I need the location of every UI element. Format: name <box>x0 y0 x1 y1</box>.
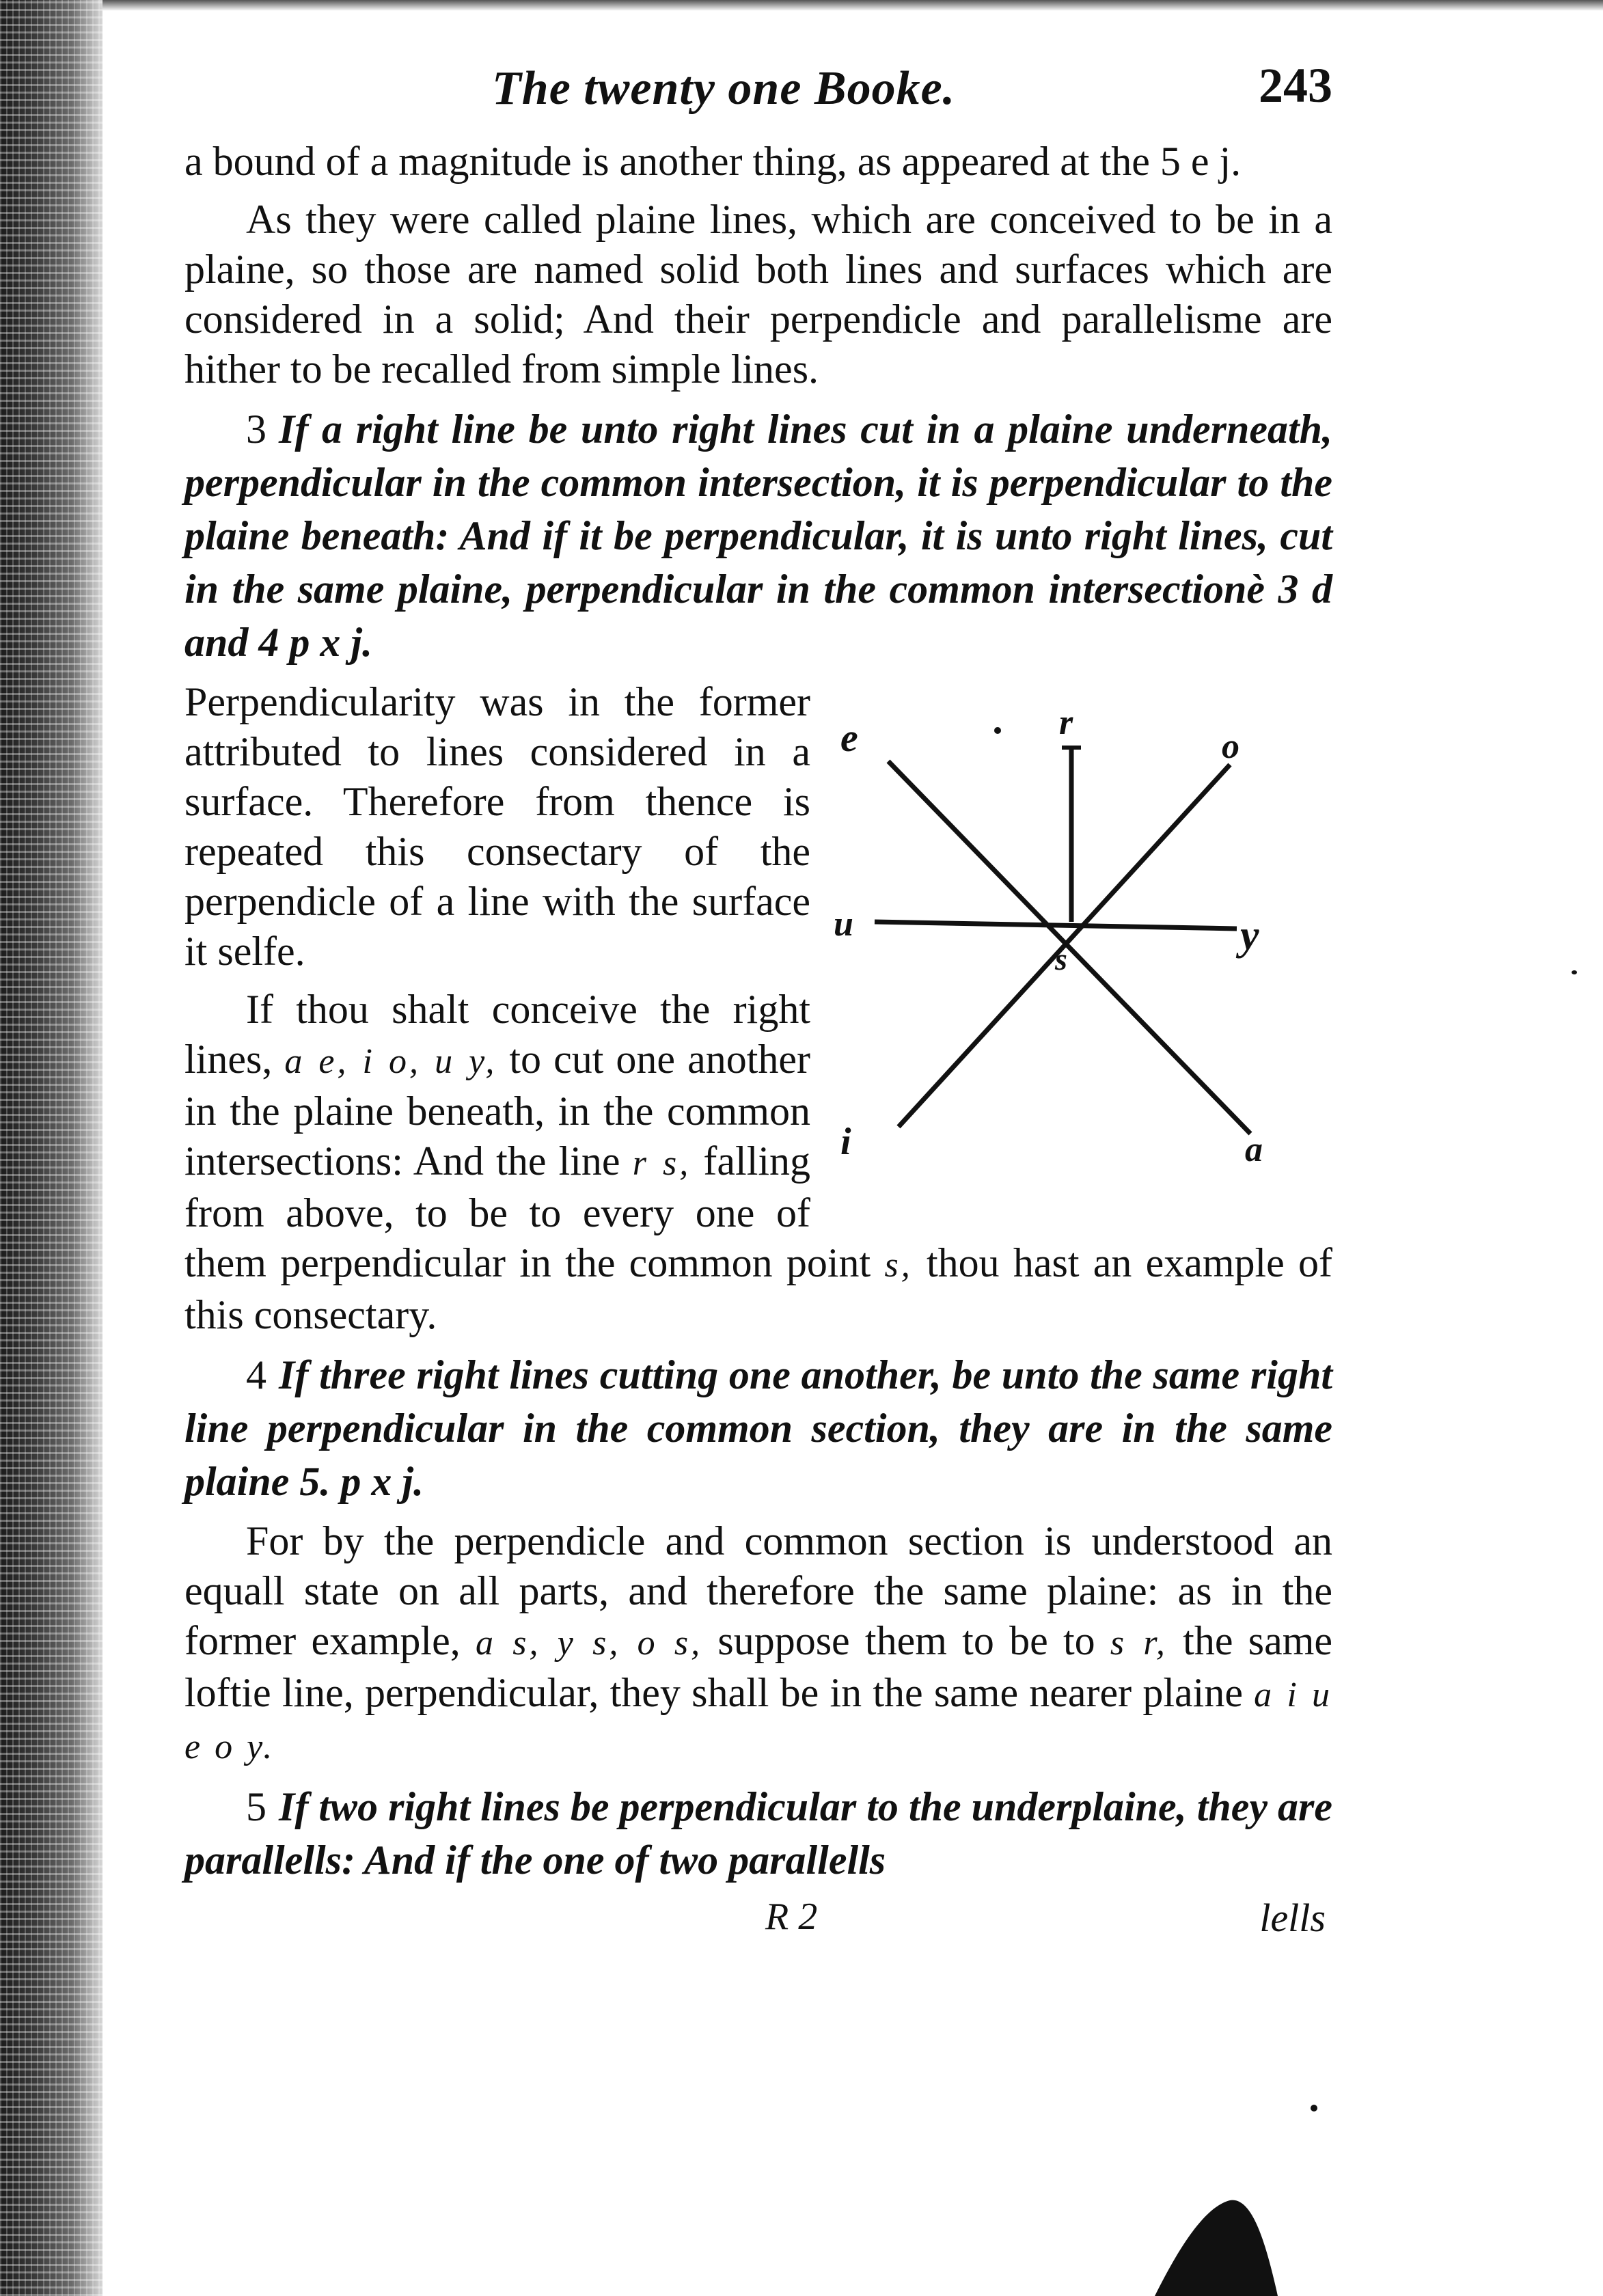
section-text-a: For by the perpendicle and common section is understood an equall state on all parts, and therefore the same plaine: as in the former example, <box>184 1518 1332 1663</box>
proposition-3 <box>184 402 1332 669</box>
paragraph-common-section <box>184 1516 1332 1772</box>
example-lines: a e, i o, u y, <box>284 1042 497 1081</box>
signature-mark: R 2 <box>765 1896 818 1938</box>
label-u: u <box>834 905 853 944</box>
section-text-c: the same loftie line, perpendicular, they shall be in the same nearer plaine <box>184 1618 1332 1715</box>
proposition-5-text: If two right lines be perpendicular to the underplaine, they are parallells: And if the one of two parallells <box>184 1784 1332 1883</box>
running-title: The twenty one Booke. <box>492 62 956 115</box>
proposition-4-number: 4 <box>246 1352 266 1397</box>
section-plane: a i u e o y. <box>184 1676 1332 1766</box>
paragraph-continuation: a bound of a magnitude is another thing, as appeared at the 5 e j. <box>184 139 1242 184</box>
catchword: lells <box>1259 1896 1326 1940</box>
page-number: 243 <box>1259 58 1332 113</box>
example-text-b: to cut one another in the plaine beneath, in the common intersections: And the line <box>184 1037 811 1184</box>
section-text-b: suppose them to be to <box>717 1618 1095 1663</box>
proposition-3-text: If a right line be unto right lines cut in a plaine underneath, perpendicular in the common intersection, it is perpendicular to the plaine beneath: And if it be perpendicular, it is unto right lines, cut in the same plaine, perpendicular in the common intersectionè 3 d and 4 p x j. <box>184 407 1332 665</box>
label-a: a <box>1245 1130 1263 1169</box>
proposition-3-number: 3 <box>246 407 266 452</box>
example-point-s: s, <box>884 1246 913 1285</box>
section-line-sr: s r, <box>1110 1624 1168 1663</box>
label-r: r <box>1059 703 1073 742</box>
binding-edge <box>0 0 102 2296</box>
section-lines: a s, y s, o s, <box>476 1624 703 1663</box>
ink-speck <box>1572 970 1577 974</box>
label-o: o <box>1222 727 1239 766</box>
ink-blot <box>1148 2180 1285 2296</box>
proposition-4-text: If three right lines cutting one another, be unto the same right line perpendicular in the common section, they are in the same plaine 5. p x j. <box>184 1352 1332 1504</box>
book-page <box>184 48 1332 1956</box>
speck-top <box>994 727 1001 734</box>
label-e: e <box>840 715 858 760</box>
label-i: i <box>840 1121 851 1163</box>
paragraph-solid-lines: As they were called plaine lines, which are conceived to be in a plaine, so those are named solid both lines and surfaces which are considered in a solid; And their perpendicle and parallelisme are hither to be recalled from simple lines. <box>184 197 1332 392</box>
proposition-4 <box>184 1348 1332 1508</box>
proposition-5-number: 5 <box>246 1784 266 1829</box>
line-uy <box>875 922 1237 929</box>
example-line-rs: r s, <box>632 1144 691 1183</box>
paragraph-perpendicularity: Perpendicularity was in the former attributed to lines considered in a surface. Therefore from thence is repeated this consectary of the perpendicle of a line with the surface it selfe. <box>184 679 810 974</box>
example-text-d: thou hast an example of this consectary. <box>184 1240 1333 1337</box>
example-text-a: If thou shalt conceive the right lines, <box>184 987 810 1082</box>
ink-speck <box>1311 2105 1317 2112</box>
page-footer <box>184 1895 1332 1956</box>
perpendicular-lines-figure <box>827 683 1332 1229</box>
label-s: s <box>1055 942 1067 976</box>
example-text-c: falling from above, to be to every one of them perpendicular in the common point <box>184 1138 871 1285</box>
scan-shadow <box>102 0 1603 11</box>
figure-diagram <box>827 683 1332 1229</box>
page-header <box>184 48 1332 137</box>
proposition-5 <box>184 1780 1332 1887</box>
label-y: y <box>1240 912 1259 959</box>
